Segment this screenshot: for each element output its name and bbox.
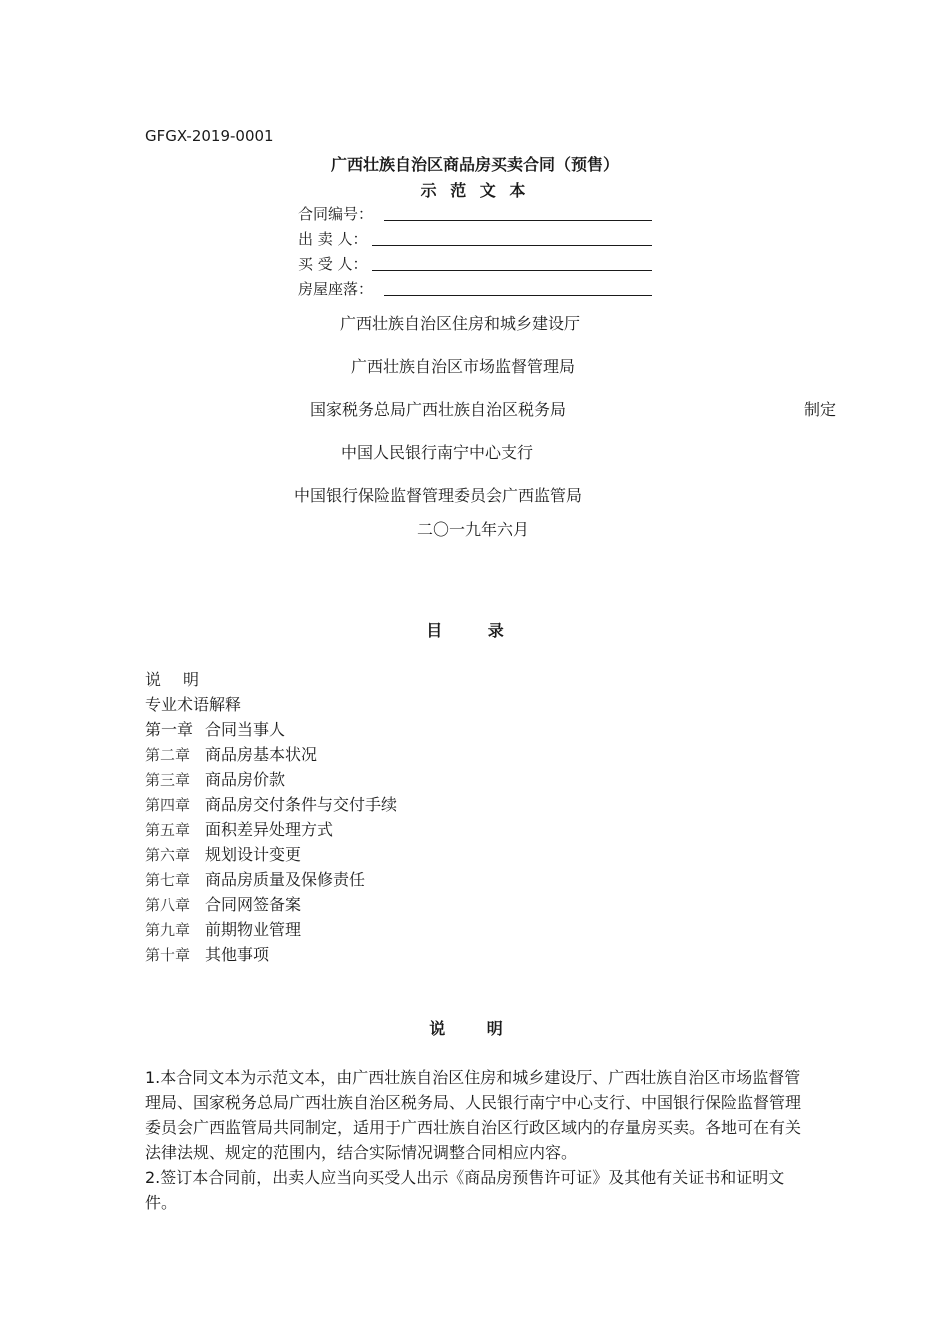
seller-field bbox=[298, 228, 368, 249]
toc-item-number: 第四章 bbox=[145, 796, 191, 814]
toc-item[interactable] bbox=[145, 692, 241, 715]
maker-5: 中国银行保险监督管理委员会广西监管局 bbox=[293, 486, 582, 505]
field-label: 买 受 人： bbox=[298, 255, 368, 273]
toc-item-number: 第二章 bbox=[145, 746, 191, 764]
toc-item-title: 其他事项 bbox=[205, 945, 270, 964]
blank-line[interactable] bbox=[384, 295, 652, 296]
toc-item-title: 前期物业管理 bbox=[205, 920, 302, 939]
field-label: 房屋座落： bbox=[298, 280, 374, 298]
toc-item-title: 明 bbox=[183, 670, 200, 689]
document-title: 广西壮族自治区商品房买卖合同（预售） bbox=[330, 155, 619, 174]
explanation-title: 说 明 bbox=[429, 1019, 521, 1038]
toc-item-title: 专业术语解释 bbox=[145, 695, 242, 714]
toc-item-number: 第一章 bbox=[145, 720, 194, 739]
toc-item-number: 第三章 bbox=[145, 771, 191, 789]
explanation-paragraph-1: 1.本合同文本为示范文本，由广西壮族自治区住房和城乡建设厅、广西壮族自治区市场监督管理局、国家税务总局广西壮族自治区税务局、人民银行南宁中心支行、中国银行保险监督管理委员会广西监管局共同制定，适用于广西壮族自治区行政区域内的存量房买卖。各地可在有关法律法规、规定的范围内，结合实际情况调整合同相应内容。 bbox=[145, 1068, 802, 1162]
document-code: GFGX-2019-0001 bbox=[145, 127, 274, 145]
toc-item[interactable] bbox=[145, 842, 301, 865]
toc-item-title: 合同网签备案 bbox=[205, 895, 302, 914]
toc-item[interactable] bbox=[145, 817, 333, 840]
maker-4: 中国人民银行南宁中心支行 bbox=[340, 443, 533, 462]
field-label: 合同编号： bbox=[298, 205, 374, 223]
toc-item-title: 商品房交付条件与交付手续 bbox=[205, 795, 398, 814]
toc-item-number: 第八章 bbox=[145, 896, 191, 914]
toc-item[interactable] bbox=[145, 867, 365, 890]
toc-item-number: 第五章 bbox=[145, 821, 191, 839]
toc-item-title: 商品房价款 bbox=[205, 770, 286, 789]
maker-suffix: 制定 bbox=[804, 400, 837, 419]
toc-item[interactable] bbox=[145, 717, 285, 740]
maker-1: 广西壮族自治区住房和城乡建设厅 bbox=[339, 314, 580, 333]
blank-line[interactable] bbox=[372, 270, 652, 271]
toc-item-number: 第七章 bbox=[145, 871, 191, 889]
toc-item-number: 说 bbox=[145, 670, 162, 689]
toc-item[interactable] bbox=[145, 942, 269, 965]
blank-line[interactable] bbox=[372, 245, 652, 246]
toc-item[interactable] bbox=[145, 742, 317, 765]
toc-item[interactable] bbox=[145, 892, 301, 915]
document-subtitle: 示 范 文 本 bbox=[420, 181, 530, 200]
document-date: 二〇一九年六月 bbox=[416, 520, 529, 539]
toc-item[interactable] bbox=[145, 667, 199, 690]
buyer-field bbox=[298, 253, 368, 274]
maker-3: 国家税务总局广西壮族自治区税务局 bbox=[309, 400, 566, 419]
toc-title: 目 录 bbox=[426, 621, 524, 640]
toc-item-title: 合同当事人 bbox=[205, 720, 286, 739]
contract-number-field bbox=[298, 203, 373, 224]
toc-item[interactable] bbox=[145, 917, 301, 940]
toc-item[interactable] bbox=[145, 767, 285, 790]
explanation-paragraph-2: 2.签订本合同前，出卖人应当向买受人出示《商品房预售许可证》及其他有关证书和证明文件。 bbox=[145, 1168, 785, 1212]
field-label: 出 卖 人： bbox=[298, 230, 368, 248]
toc-item-title: 商品房基本状况 bbox=[205, 745, 318, 764]
maker-2: 广西壮族自治区市场监督管理局 bbox=[350, 357, 575, 376]
property-location-field bbox=[298, 278, 373, 299]
toc-item-title: 规划设计变更 bbox=[205, 845, 302, 864]
toc-item-number: 第十章 bbox=[145, 946, 191, 964]
toc-item[interactable] bbox=[145, 792, 397, 815]
toc-item-number: 第六章 bbox=[145, 846, 191, 864]
toc-item-title: 面积差异处理方式 bbox=[205, 820, 334, 839]
blank-line[interactable] bbox=[384, 220, 652, 221]
toc-item-title: 商品房质量及保修责任 bbox=[205, 870, 366, 889]
toc-item-number: 第九章 bbox=[145, 921, 191, 939]
